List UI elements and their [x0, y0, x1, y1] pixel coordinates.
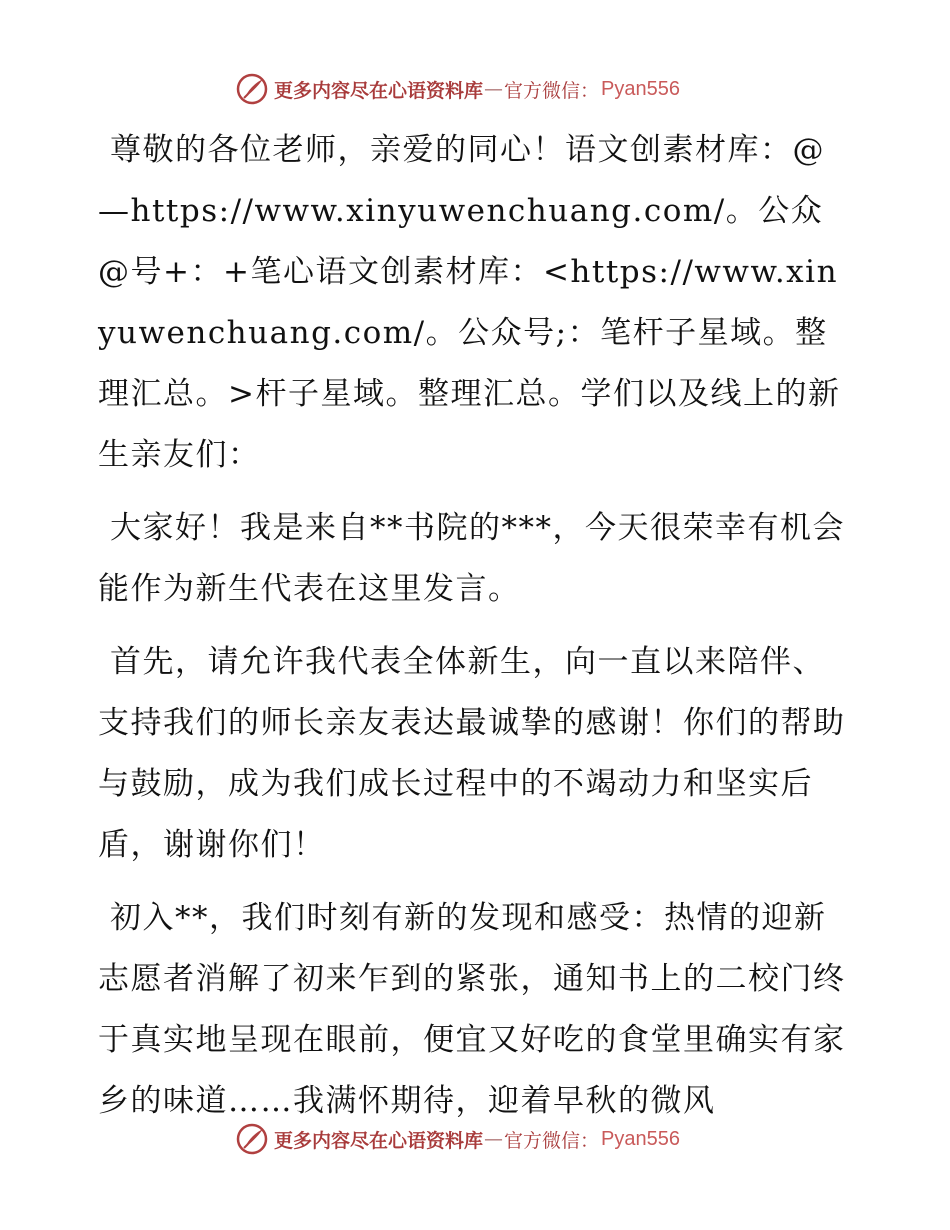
banner-official-text: 官方微信：: [504, 1129, 600, 1152]
quill-logo-icon: [236, 73, 268, 105]
banner-wechat-id: Pyan556: [601, 77, 680, 100]
footer-banner: [236, 1122, 680, 1156]
banner-site-text: 更多内容尽在心语资料库: [274, 1129, 484, 1152]
paragraph-text: 首先，请允许我代表全体新生，向一直以来陪伴、支持我们的师长亲友表达最诚挚的感谢！你们的帮助与鼓励，成为我们成长过程中的不竭动力和坚实后盾，谢谢你们！: [98, 644, 846, 863]
banner-dash: —: [484, 1128, 504, 1150]
quill-logo-icon: [236, 1123, 268, 1155]
paragraph-first-impressions: [98, 888, 850, 1132]
banner-site-text: 更多内容尽在心语资料库: [274, 79, 484, 102]
paragraph-text: 大家好！我是来自**书院的***，今天很荣幸有机会能作为新生代表在这里发言。: [98, 510, 845, 607]
paragraph-thanks: [98, 632, 850, 876]
paragraph-text: 初入**，我们时刻有新的发现和感受：热情的迎新志愿者消解了初来乍到的紧张，通知书上的二校门终于真实地呈现在眼前，便宜又好吃的食堂里确实有家乡的味道……我满怀期待，迎着早秋的微风: [98, 900, 846, 1119]
banner-official-text: 官方微信：: [504, 79, 600, 102]
header-banner: [236, 72, 680, 106]
document-body: [98, 120, 850, 1144]
banner-wechat-id: Pyan556: [601, 1127, 680, 1150]
paragraph-text: 尊敬的各位老师，亲爱的同心！语文创素材库：@—https://www.xinyuwenchuang.com/。公众@号+：+笔心语文创素材库：<https://www.xinyuwenchuang.com/。公众号;：笔杆子星域。整理汇总。>杆子星域。整理汇总。学们以及线上的新生亲友们：: [98, 132, 841, 473]
paragraph-greeting: [98, 120, 850, 486]
banner-dash: —: [484, 78, 504, 100]
paragraph-introduction: [98, 498, 850, 620]
